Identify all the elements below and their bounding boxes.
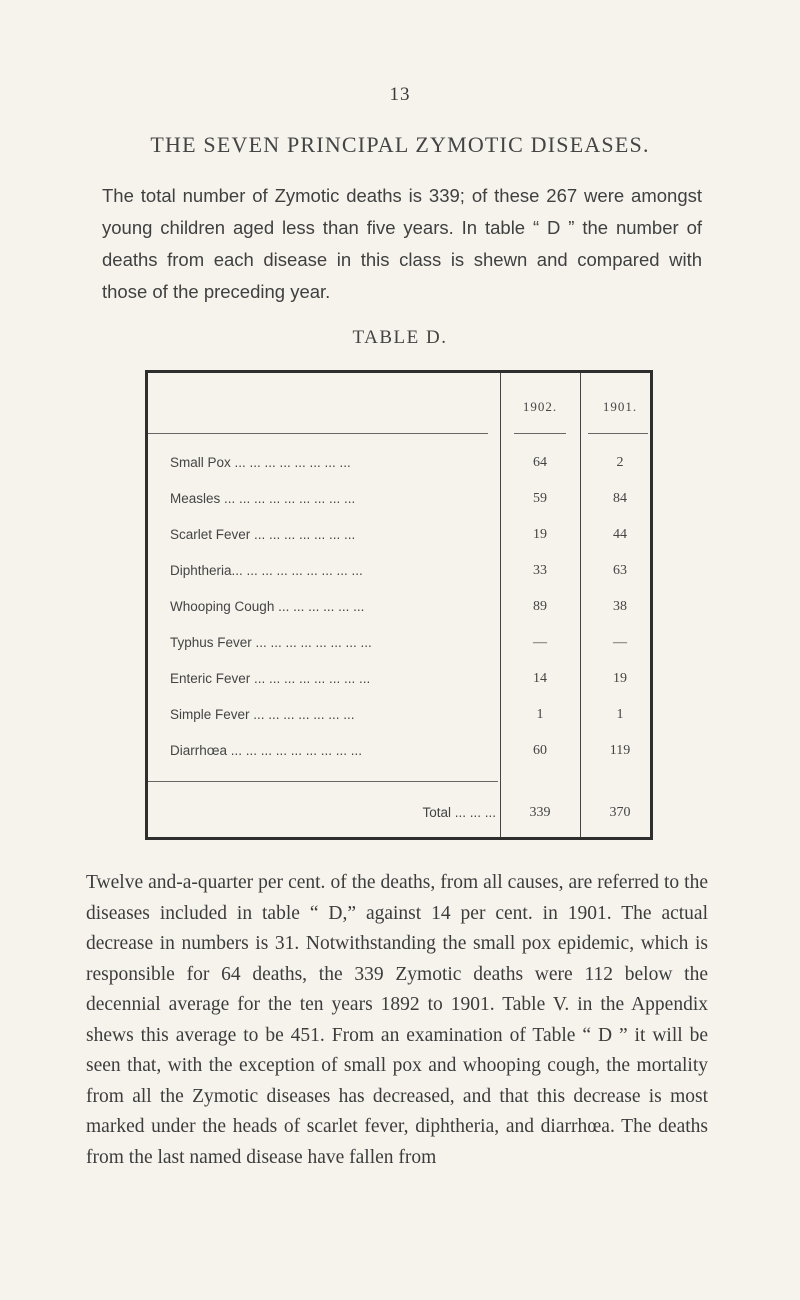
- table-row: [148, 491, 656, 511]
- value-1902: 59: [533, 491, 547, 506]
- disease-label: Small Pox ... ... ... ... ... ... ... ...: [170, 455, 351, 470]
- value-1901: 63: [613, 563, 627, 578]
- table-d: [145, 370, 653, 840]
- table-row: [148, 563, 656, 583]
- disease-label: Scarlet Fever ... ... ... ... ... ... ...: [170, 527, 356, 542]
- value-1902: 1: [536, 707, 544, 722]
- table-row: [148, 743, 656, 763]
- header-rule: [588, 433, 648, 434]
- disease-label: Typhus Fever ... ... ... ... ... ... ... ...: [170, 635, 372, 650]
- disease-label: Diarrhœa ... ... ... ... ... ... ... ... ...: [170, 743, 363, 758]
- table-row: [148, 527, 656, 547]
- value-1902: 89: [533, 599, 547, 614]
- table-row: [148, 671, 656, 691]
- total-row: [148, 805, 656, 825]
- disease-label: Diphtheria... ... ... ... ... ... ... ... ...: [170, 563, 363, 578]
- table-row: [148, 707, 656, 727]
- intro-paragraph: The total number of Zymotic deaths is 339; of these 267 were amongst young children aged less than five years. In table “ D ” the number of deaths from each disease in this class is shewn and compared with those of the preceding year.: [102, 185, 702, 302]
- value-1901: —: [613, 635, 627, 650]
- value-1901: 44: [613, 527, 627, 542]
- column-header-1901: 1901.: [602, 399, 638, 414]
- value-1901: 119: [609, 743, 631, 758]
- disease-label: Simple Fever ... ... ... ... ... ... ...: [170, 707, 355, 722]
- value-1902: 64: [533, 455, 547, 470]
- disease-label: Measles ... ... ... ... ... ... ... ... ...: [170, 491, 356, 506]
- value-1902: 33: [533, 563, 547, 578]
- value-1901: 84: [613, 491, 627, 506]
- section-heading: THE SEVEN PRINCIPAL ZYMOTIC DISEASES.: [150, 132, 650, 157]
- disease-label: Enteric Fever ... ... ... ... ... ... ... ...: [170, 671, 371, 686]
- table-title: TABLE D.: [352, 327, 448, 348]
- value-1902: —: [533, 635, 547, 650]
- total-1901: 370: [609, 805, 631, 820]
- value-1902: 60: [533, 743, 547, 758]
- value-1901: 2: [616, 455, 624, 470]
- total-1902: 339: [529, 805, 551, 820]
- header-rule: [148, 433, 488, 434]
- total-rule: [148, 781, 498, 782]
- header-rule: [514, 433, 566, 434]
- closing-paragraph: Twelve and-a-quarter per cent. of the deaths, from all causes, are referred to the diseases included in table “ D,” against 14 per cent. in 1901. The actual decrease in numbers is 31. Notwithstanding the small pox epidemic, which is responsible for 64 deaths, the 339 Zymotic deaths were 112 below the decennial average for the ten years 1892 to 1901. Table V. in the Appendix shews this average to be 451. From an examination of Table “ D ” it will be seen that, with the exception of small pox and whooping cough, the mortality from all the Zymotic diseases has decreased, and that this decrease is most marked under the heads of scarlet fever, diphtheria, and diarrhœa. The deaths from the last named disease have fallen from: [86, 872, 708, 1168]
- value-1902: 14: [533, 671, 547, 686]
- value-1901: 1: [616, 707, 624, 722]
- value-1902: 19: [533, 527, 547, 542]
- table-row: [148, 599, 656, 619]
- table-row: [148, 455, 656, 475]
- total-label: Total ... ... ...: [422, 805, 496, 820]
- page-number: 13: [389, 84, 411, 105]
- column-header-1902: 1902.: [522, 399, 558, 414]
- value-1901: 19: [613, 671, 627, 686]
- disease-label: Whooping Cough ... ... ... ... ... ...: [170, 599, 365, 614]
- value-1901: 38: [613, 599, 627, 614]
- table-row: [148, 635, 656, 655]
